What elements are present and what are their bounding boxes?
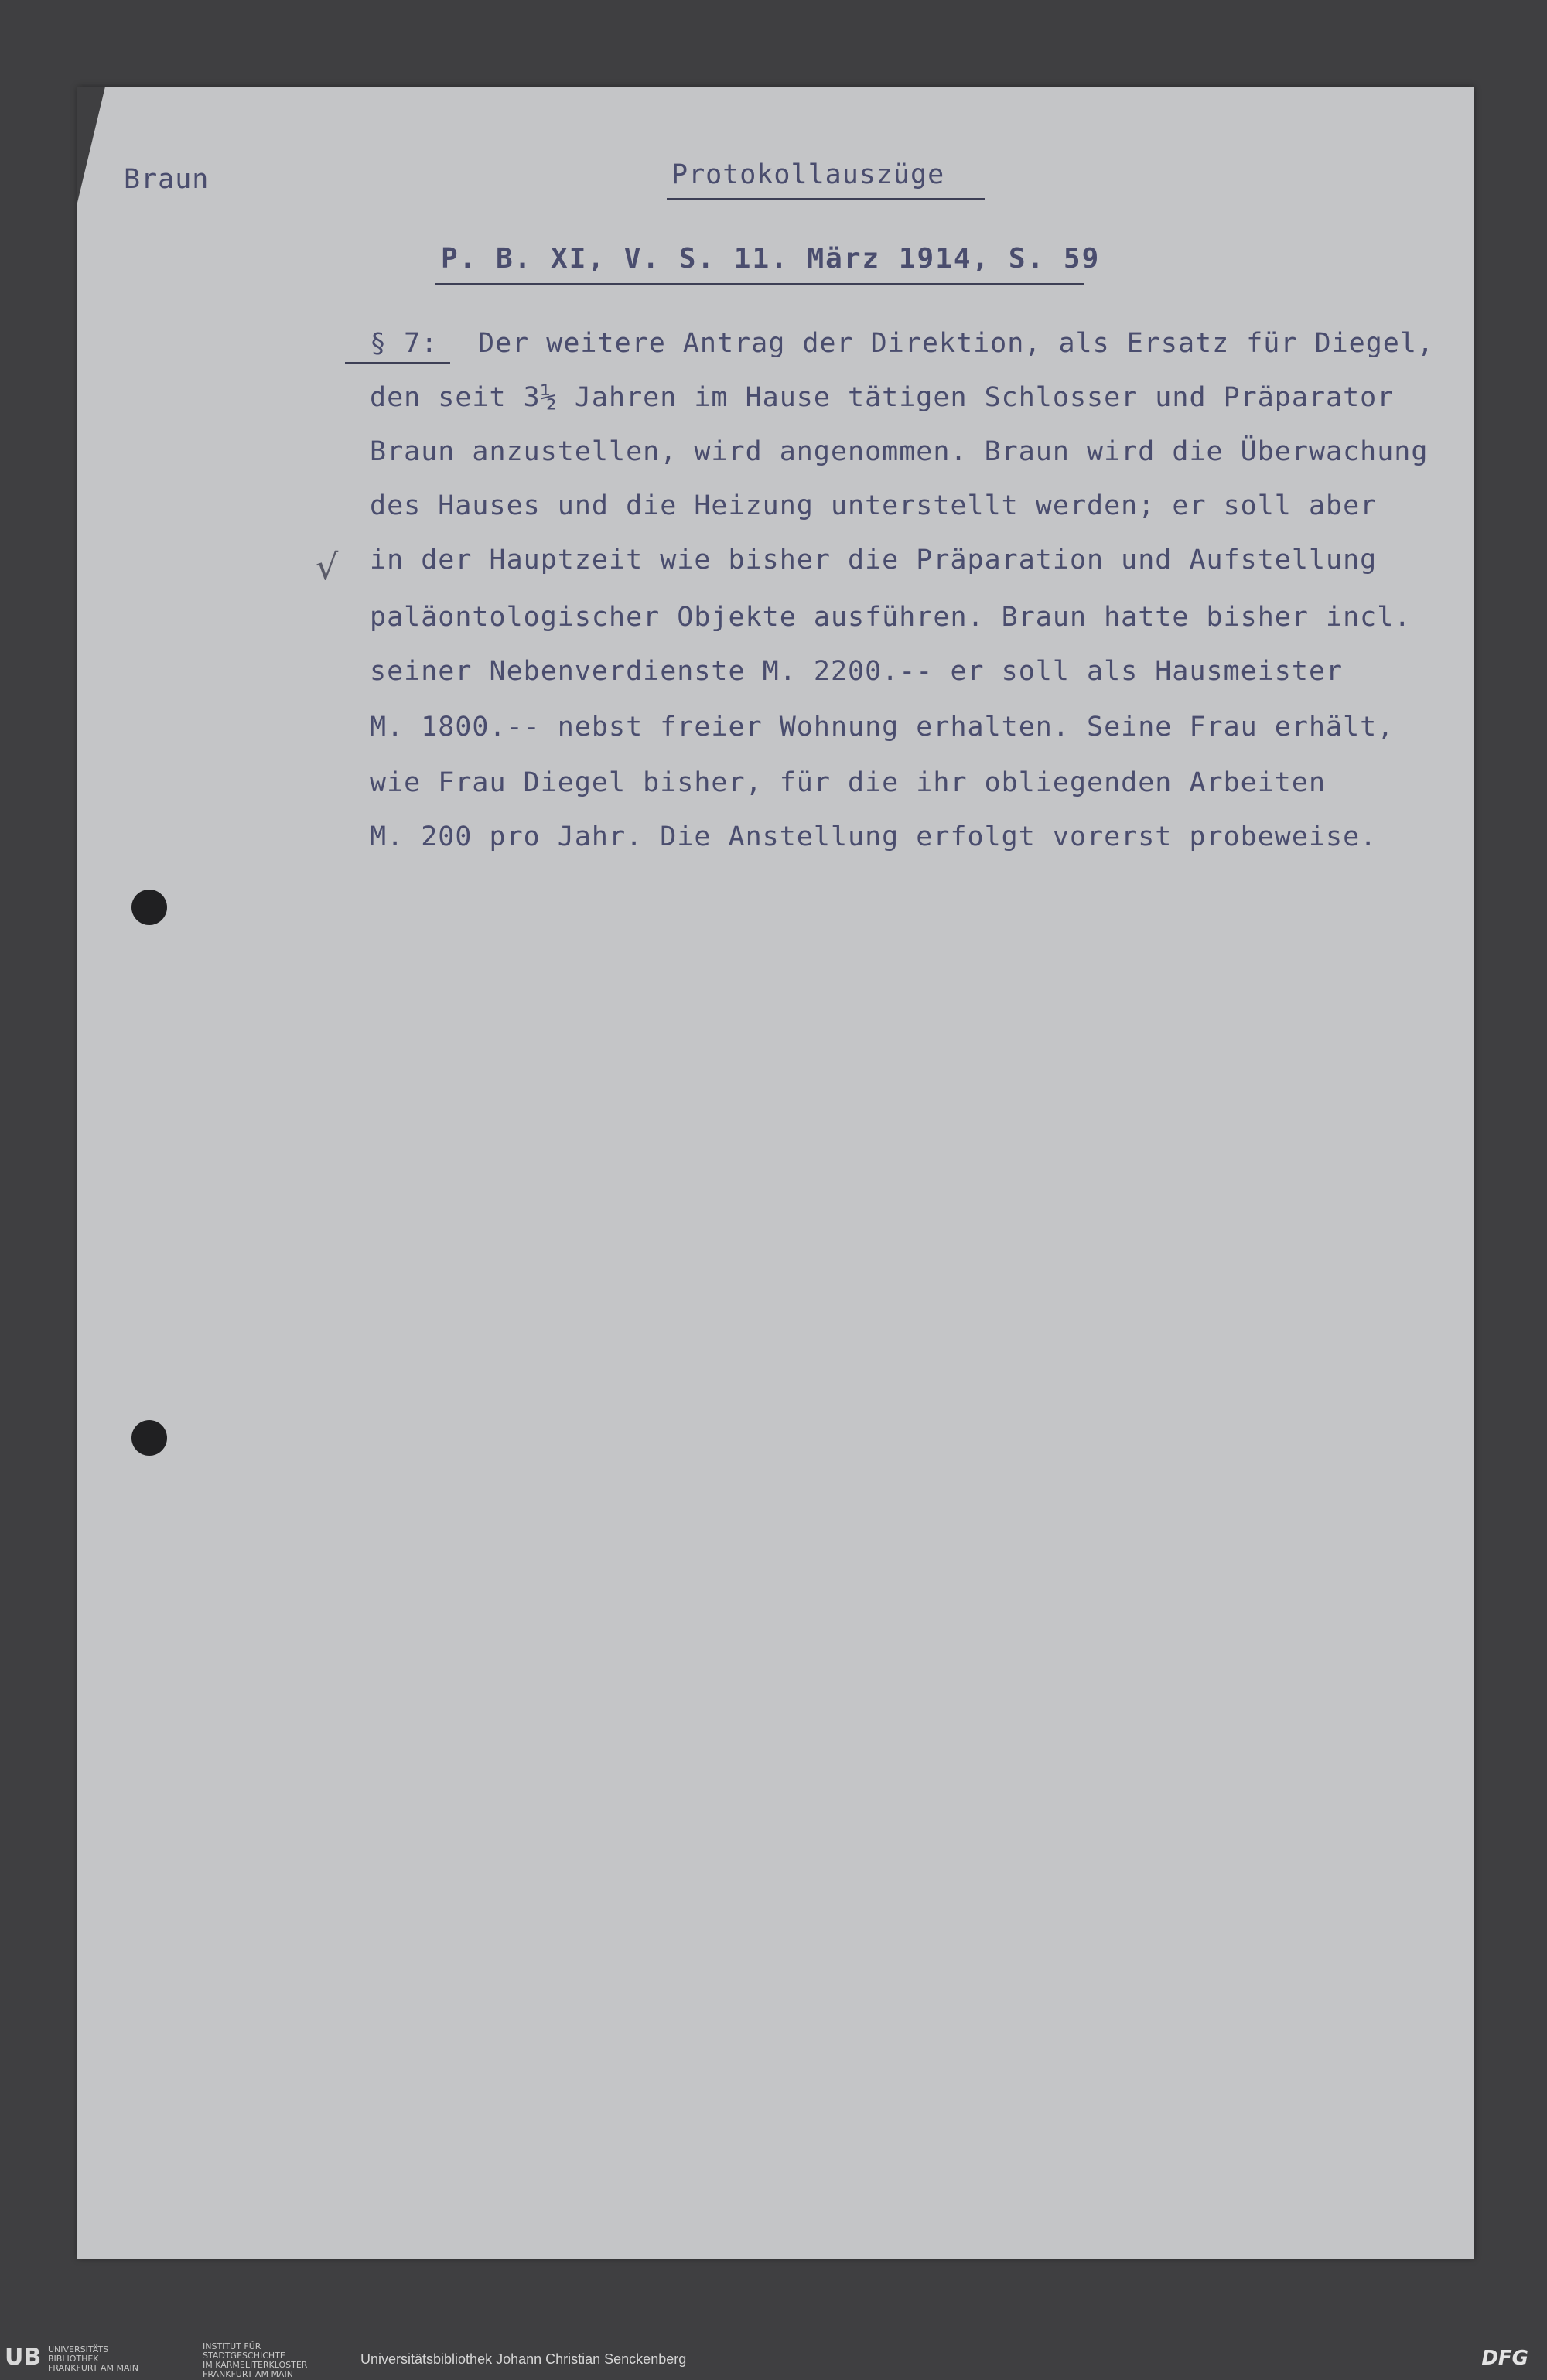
body-line: in der Hauptzeit wie bisher die Präparation und Aufstellung [370, 545, 1378, 575]
reference-underline [435, 283, 1084, 285]
punch-hole [131, 1420, 167, 1456]
protocol-reference: P. B. XI, V. S. 11. März 1914, S. 59 [441, 243, 1101, 275]
section-underline [345, 362, 450, 364]
body-line: M. 200 pro Jahr. Die Anstellung erfolgt vorerst probeweise. [370, 821, 1378, 852]
library-name: Universitätsbibliothek Johann Christian Senckenberg [360, 2351, 687, 2367]
body-line: des Hauses und die Heizung unterstellt werden; er soll aber [370, 490, 1378, 521]
document-heading: Protokollauszüge [671, 159, 945, 190]
heading-underline [667, 198, 985, 200]
body-line: Braun anzustellen, wird angenommen. Braun wird die Überwachung [370, 436, 1429, 467]
body-line-1: Der weitere Antrag der Direktion, als Ersatz für Diegel, [478, 328, 1435, 359]
torn-corner [77, 87, 105, 203]
dfg-logo: DFG [1481, 2347, 1528, 2370]
institut-label: INSTITUT FÜR STADTGESCHICHTE IM KARMELITERKLOSTER FRANKFURT AM MAIN [203, 2341, 308, 2379]
body-line: seiner Nebenverdienste M. 2200.-- er soll als Hausmeister [370, 656, 1344, 687]
body-line: den seit 3½ Jahren im Hause tätigen Schlosser und Präparator [370, 382, 1395, 413]
ub-logo: UB [5, 2344, 42, 2371]
section-mark: § 7: [370, 328, 439, 359]
body-line: paläontologischer Objekte ausführen. Braun hatte bisher incl. [370, 602, 1412, 633]
body-line: M. 1800.-- nebst freier Wohnung erhalten. Seine Frau erhält, [370, 712, 1395, 743]
ub-library-label: UNIVERSITÄTS BIBLIOTHEK FRANKFURT AM MAIN [48, 2344, 138, 2373]
body-line: wie Frau Diegel bisher, für die ihr obliegenden Arbeiten [370, 767, 1327, 798]
footer-bar [0, 2336, 1547, 2380]
handwritten-check-mark: √ [316, 546, 339, 588]
margin-name: Braun [124, 164, 210, 195]
punch-hole [131, 890, 167, 925]
